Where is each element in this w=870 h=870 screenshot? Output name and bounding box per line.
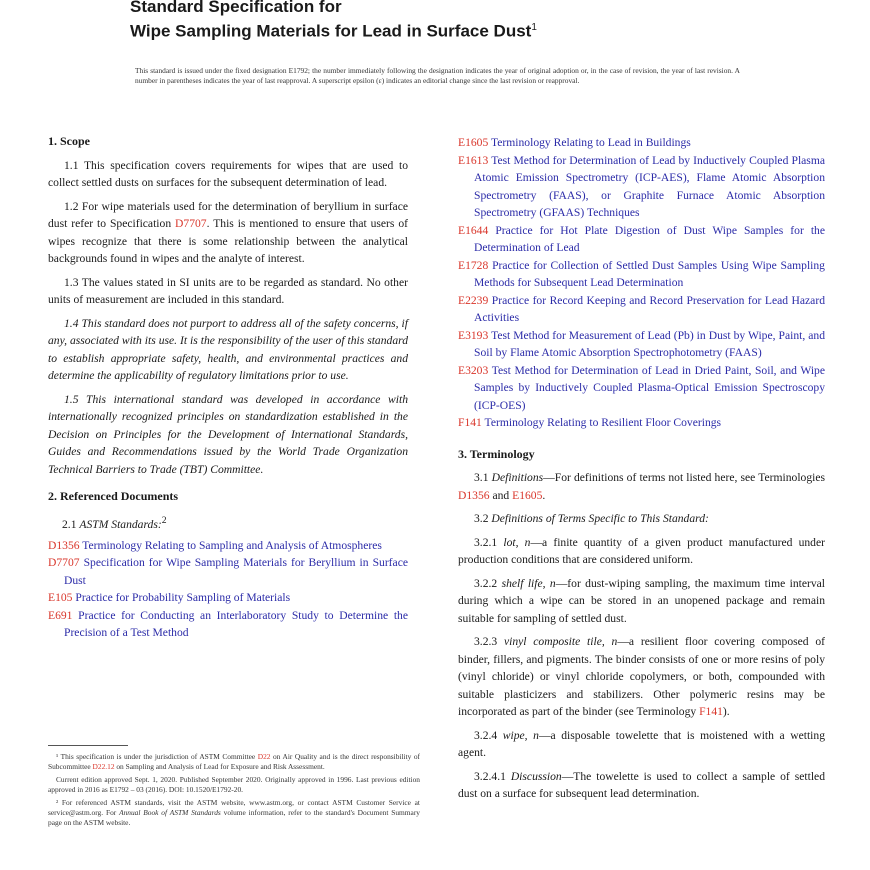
t322-text: —for dust-wiping sampling, the maximum time interval during which a wipe can be stored in an unopened package and remain suitable for sampling of settled dust. [458,576,826,625]
right-column [458,134,825,809]
footnote-rule [48,745,128,746]
title-line-1: Standard Specification for [130,0,342,16]
scope-1-1: 1.1 This specification covers requirements for wipes that are used to collect settled dusts on surfaces for the subsequent determination of lead. [48,158,408,189]
t321-term: lot, n [503,535,531,549]
reference-title-link[interactable]: Practice for Collection of Settled Dust Samples Using Wipe Sampling Methods for Subsequent Lead Determination [474,258,825,289]
title-block [130,0,770,43]
reference-code-link[interactable]: E1605 [458,136,489,149]
reference-title-link[interactable]: Practice for Conducting an Interlaboratory Study to Determine the Precision of a Test Method [64,608,408,640]
link-d1356[interactable]: D1356 [458,488,490,502]
t32-num: 3.2 [474,512,492,525]
reference-list-left [48,537,408,642]
term-3-2 [458,510,825,528]
term-3-2-4-1 [458,768,825,803]
reference-item [458,362,825,415]
scope-1-2-post: . This is mentioned to ensure that users of wipes recognize that there is some relationship between the analytical backgrounds found in wipes and the analyte of interest. [48,217,408,265]
t31-end: . [542,488,546,502]
scope-1-2 [48,198,408,268]
reference-item [458,222,825,257]
link-d22[interactable]: D22 [257,752,271,761]
t322-num: 3.2.2 [474,576,502,590]
reference-code-link[interactable]: E105 [48,591,73,605]
reference-code-link[interactable]: E691 [48,608,73,622]
fn1-post: on Sampling and Analysis of Lead for Exposure and Risk Assessment. [114,762,325,771]
t31-italic: Definitions [491,471,544,484]
reference-title-link[interactable]: Terminology Relating to Sampling and Analysis of Atmospheres [82,538,382,552]
t321-num: 3.2.1 [474,535,504,549]
reference-item [48,554,408,589]
reference-title-link[interactable]: Test Method for Determination of Lead by Inductively Coupled Plasma Atomic Emission Spectrometry (ICP-AES), Flame Atomic Absorption Spectrometry (FAAS), or Graphite Furnace Atomic Absorption Spectrometry (GFAAS) Techniques [474,153,825,219]
t321-text: —a finite quantity of a given product manufactured under production conditions that are considered uniform. [458,535,825,566]
designation-notice: This standard is issued under the fixed designation E1792; the number immediately following the designation indicates the year of original adoption or, in the case of revision, the year of last revision. A number in parentheses indicates the year of last reapproval. A superscript epsilon (ε) indicates an editorial change since the last revision or reapproval. [135,66,740,85]
term-3-2-2 [458,575,825,628]
footnote-2 [48,798,420,828]
reference-item [458,292,825,327]
astm-num: 2.1 [62,517,80,531]
reference-title-link[interactable]: Practice for Probability Sampling of Materials [75,591,291,605]
t322-term: shelf life, n [501,576,556,590]
t324-text: —a disposable towelette that is moistened with a wetting agent. [458,728,825,759]
reference-title-link[interactable]: Practice for Record Keeping and Record Preservation for Lead Hazard Activities [474,293,825,324]
reference-item [458,152,825,222]
reference-code-link[interactable]: D1356 [48,538,80,552]
term-3-2-4 [458,727,825,762]
reference-item [458,414,825,432]
link-d7707[interactable]: D7707 [175,217,207,230]
reference-item [458,257,825,292]
t324-num: 3.2.4 [474,728,503,742]
t31-and: and [489,488,513,502]
scope-heading: 1. Scope [48,134,90,148]
footnote-1 [48,752,420,772]
fn1-mid: on Air Quality and is the direct responsibility of Subcommittee [48,752,420,771]
astm-italic: ASTM Standards: [79,517,162,531]
t3241-num: 3.2.4.1 [474,769,511,783]
term-3-2-1 [458,534,825,569]
t323-text: —a resilient floor covering composed of binder, fillers, and pigments. The binder consists of one or more resins of poly (vinyl chloride) or vinyl chloride copolymers, or both, compounded with suitable plasticizers and stabilizers. Other polymeric resins may be incorporated as part of the binder (see Terminology [458,635,826,718]
scope-1-3: 1.3 The values stated in SI units are to be regarded as standard. No other units of measurement are included in this standard. [48,275,408,306]
reference-code-link[interactable]: E3203 [458,363,489,377]
t323-end: ). [722,705,730,718]
reference-item [458,134,825,152]
astm-standards-label [62,512,408,533]
reference-title-link[interactable]: Specification for Wipe Sampling Materials for Beryllium in Surface Dust [64,556,408,587]
reference-code-link[interactable]: E1644 [458,223,489,237]
t323-term: vinyl composite tile, n [503,635,618,648]
title-line-2 [130,17,770,43]
reference-code-link[interactable]: E2239 [458,293,489,307]
terminology-heading: 3. Terminology [458,446,535,461]
reference-item [458,327,825,362]
reference-item [48,537,408,555]
term-3-2-3 [458,633,825,721]
title-footnote-mark: 1 [531,22,537,33]
t32-italic: Definitions of Terms Specific to This Standard: [491,512,709,525]
title-text: Wipe Sampling Materials for Lead in Surface Dust [130,21,532,41]
referenced-documents-heading: 2. Referenced Documents [48,489,179,503]
t3241-text: —The towelette is used to collect a sample of settled dust on a surface for subsequent lead determination. [458,769,825,800]
t3241-italic: Discussion [510,769,562,783]
reference-code-link[interactable]: F141 [458,416,482,429]
astm-sup: 2 [161,514,167,526]
reference-code-link[interactable]: D7707 [48,556,80,570]
scope-1-2-pre: 1.2 For wipe materials used for the determination of beryllium in surface dust refer to Specification [48,199,408,230]
reference-code-link[interactable]: E1728 [458,258,489,272]
reference-code-link[interactable]: E3193 [458,328,489,342]
link-e1605[interactable]: E1605 [512,488,543,502]
footnote-edition: Current edition approved Sept. 1, 2020. Published September 2020. Originally approved in 1996. Last previous edition approved in 2016 as E1792 – 03 (2016). DOI: 10.1520/E1792-20. [48,775,420,794]
fn2-italic: Annual Book of ASTM Standards [119,808,221,817]
reference-title-link[interactable]: Terminology Relating to Resilient Floor Coverings [484,416,722,429]
link-f141[interactable]: F141 [699,705,723,718]
term-3-1 [458,469,825,504]
fn2-pre: ² For referenced ASTM standards, visit the ASTM website, www.astm.org, or contact ASTM Customer Service at service@astm.org. For [48,798,420,817]
t31-text: —For definitions of terms not listed here, see Terminologies [543,471,826,484]
reference-title-link[interactable]: Practice for Hot Plate Digestion of Dust Wipe Samples for the Determination of Lead [474,223,825,254]
footnotes [48,745,420,831]
link-d22-12[interactable]: D22.12 [92,762,115,771]
reference-code-link[interactable]: E1613 [458,153,489,167]
fn1-pre: ¹ This specification is under the jurisdiction of ASTM Committee [56,752,258,761]
reference-item [48,607,408,642]
reference-title-link[interactable]: Test Method for Determination of Lead in Dried Paint, Soil, and Wipe Samples by Inductively Coupled Plasma-Optical Emission Spectroscopy (ICP-OES) [474,363,825,412]
reference-list-right [458,134,825,432]
t323-num: 3.2.3 [474,635,504,648]
scope-1-5: 1.5 This international standard was developed in accordance with internationally recognized principles on standardization established in the Decision on Principles for the Development of International Standards, Guides and Recommendations issued by the World Trade Organization Technical Barriers to Trade (TBT) Committee. [48,392,408,476]
reference-title-link[interactable]: Terminology Relating to Lead in Buildings [490,136,691,149]
left-column [48,133,408,642]
fn2-post: volume information, refer to the standard's Document Summary page on the ASTM website. [48,808,420,827]
t324-term: wipe, n [502,728,539,742]
reference-title-link[interactable]: Test Method for Measurement of Lead (Pb) in Dust by Wipe, Paint, and Soil by Flame Atomic Absorption Spectrophotometry (FAAS) [474,328,825,359]
scope-1-4: 1.4 This standard does not purport to address all of the safety concerns, if any, associated with its use. It is the responsibility of the user of this standard to establish appropriate safety, health, and environmental practices and determine the applicability of regulatory limitations prior to use. [48,316,408,382]
reference-item [48,589,408,607]
t31-num: 3.1 [474,471,492,484]
